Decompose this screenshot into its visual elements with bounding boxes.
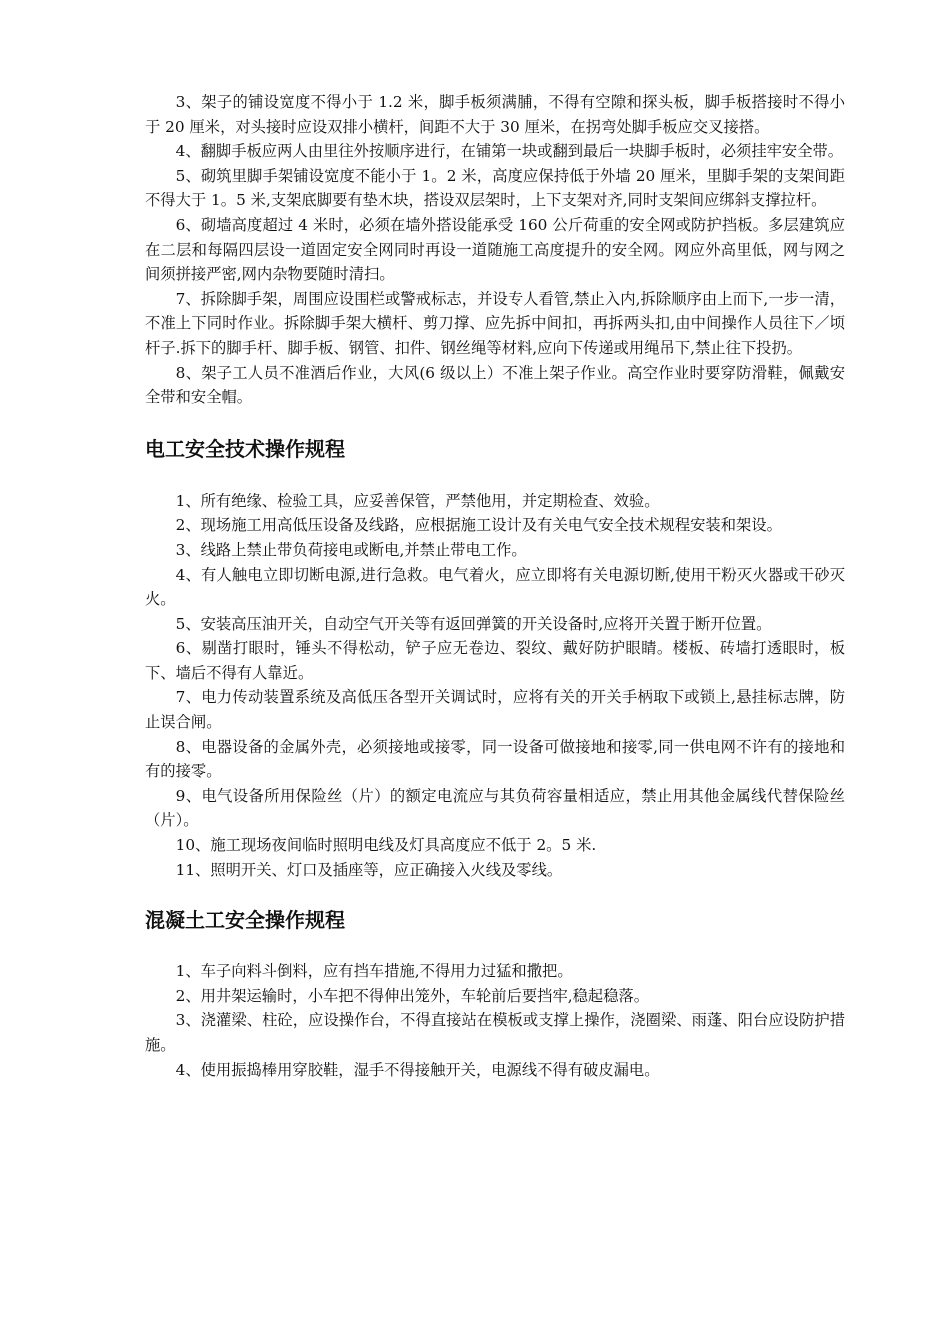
rule-paragraph: 3、线路上禁止带负荷接电或断电,并禁止带电工作。 (175, 540, 527, 559)
rule-paragraph: 6、砌墙高度超过 4 米时，必须在墙外搭设能承受 160 公斤荷重的安全网或防护挡板。多层建筑应在二层和每隔四层设一道固定安全网同时再设一道随施工高度提升的安全网。网应外高里低，网与网之间须拼接严密,网内杂物要随时清扫。 (145, 215, 845, 284)
concrete-rules-section (145, 959, 845, 1082)
rule-paragraph: 3、架子的铺设宽度不得小于 1.2 米，脚手板须满脯，不得有空隙和探头板，脚手板搭接时不得小于 20 厘米，对头接时应设双排小横杆，间距不大于 30 厘米，在拐弯处脚手板应交叉接搭。 (145, 93, 845, 136)
rule-paragraph: 4、翻脚手板应两人由里往外按顺序进行，在铺第一块或翻到最后一块脚手板时，必须挂牢安全带。 (175, 142, 844, 161)
rule-paragraph: 2、用井架运输时，小车把不得伸出笼外，车轮前后要挡牢,稳起稳落。 (175, 986, 650, 1005)
document-page (145, 90, 845, 1082)
electrician-rules-section (145, 489, 845, 883)
section-heading-concrete: 混凝土工安全操作规程 (145, 908, 345, 933)
rule-paragraph: 10、施工现场夜间临时照明电线及灯具高度应不低于 2。5 米. (175, 836, 597, 855)
rule-paragraph: 3、浇灌梁、柱砼，应设操作台，不得直接站在模板或支撑上操作，浇圈梁、雨蓬、阳台应设防护措施。 (145, 1011, 845, 1054)
rule-paragraph: 4、有人触电立即切断电源,进行急救。电气着火，应立即将有关电源切断,使用干粉灭火器或干砂灭火。 (145, 565, 845, 609)
rule-paragraph: 7、电力传动装置系统及高低压各型开关调试时，应将有关的开关手柄取下或锁上,悬挂标志牌，防止误合闸。 (145, 688, 845, 732)
rule-paragraph: 5、安装高压油开关，自动空气开关等有返回弹簧的开关设备时,应将开关置于断开位置。 (175, 614, 772, 633)
rule-paragraph: 1、所有绝缘、检验工具，应妥善保管，严禁他用，并定期检查、效验。 (175, 491, 660, 510)
scaffolding-rules-section (145, 90, 845, 410)
rule-paragraph: 4、使用振捣棒用穿胶鞋，湿手不得接触开关，电源线不得有破皮漏电。 (175, 1060, 660, 1079)
rule-paragraph: 11、照明开关、灯口及插座等，应正确接入火线及零线。 (175, 860, 563, 879)
rule-paragraph: 9、电气设备所用保险丝（片）的额定电流应与其负荷容量相适应，禁止用其他金属线代替保险丝（片）。 (145, 786, 845, 830)
rule-paragraph: 6、剔凿打眼时，锤头不得松动，铲子应无卷边、裂纹、戴好防护眼睛。楼板、砖墙打透眼时，板下、墙后不得有人靠近。 (145, 639, 845, 682)
rule-paragraph: 7、拆除脚手架，周围应设围栏或警戒标志，并设专人看管,禁止入内,拆除顺序由上而下,一步一清，不准上下同时作业。拆除脚手架大横杆、剪刀撑、应先拆中间扣，再拆两头扣,由中间操作人员往下／顷杆子.拆下的脚手杆、脚手板、钢管、扣件、钢丝绳等材料,应向下传递或用绳吊下,禁止往下投扔。 (145, 289, 845, 357)
rule-paragraph: 5、砌筑里脚手架铺设宽度不能小于 1。2 米，高度应保持低于外墙 20 厘米，里脚手架的支架间距不得大于 1。5 米,支架底脚要有垫木块，搭设双层架时，上下支架对齐,同时支架间应绑斜支撑拉杆。 (145, 166, 845, 210)
rule-paragraph: 2、现场施工用高低压设备及线路，应根据施工设计及有关电气安全技术规程安装和架设。 (175, 516, 782, 535)
rule-paragraph: 8、架子工人员不准酒后作业，大风(6 级以上）不准上架子作业。高空作业时要穿防滑鞋，佩戴安全带和安全帽。 (145, 363, 845, 407)
rule-paragraph: 1、车子向料斗倒料，应有挡车措施,不得用力过猛和撒把。 (175, 962, 573, 981)
rule-paragraph: 8、电器设备的金属外壳，必须接地或接零，同一设备可做接地和接零,同一供电网不许有的接地和有的接零。 (145, 737, 845, 781)
section-heading-electrician: 电工安全技术操作规程 (145, 436, 345, 461)
